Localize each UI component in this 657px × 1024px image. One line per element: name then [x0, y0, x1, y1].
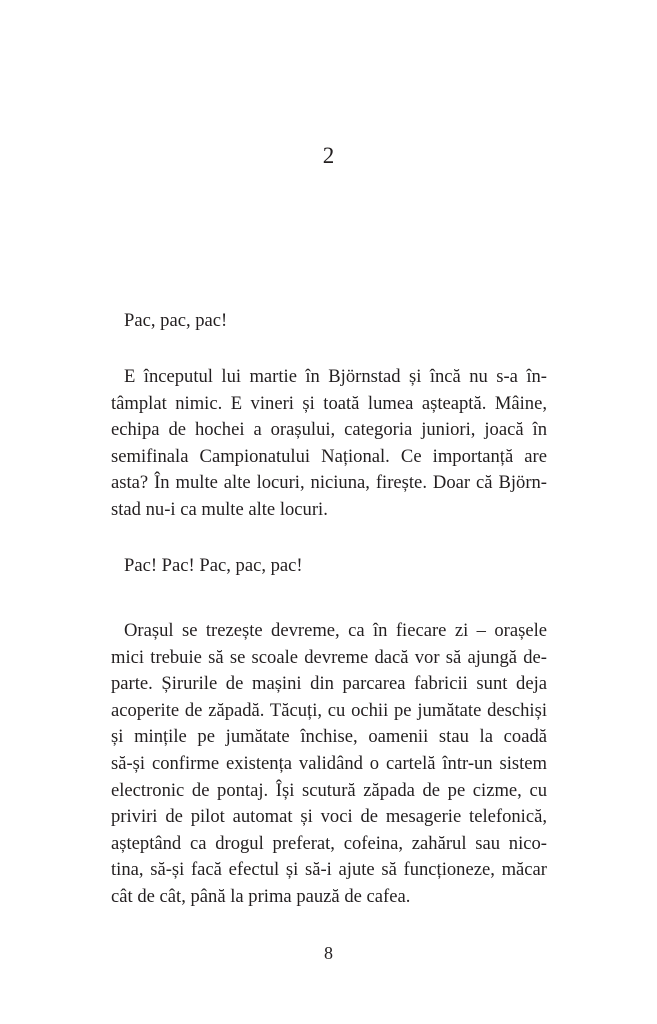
- text-line: semifinala Campionatului Național. Ce importanță are: [111, 445, 547, 467]
- paragraph-1: [111, 308, 547, 335]
- text-line: acoperite de zăpadă. Tăcuți, cu ochii pe jumătate deschiși: [111, 699, 547, 721]
- text-line: mici trebuie să se scoale devreme dacă vor să ajungă de-: [111, 646, 547, 668]
- page-number: 8: [324, 943, 333, 963]
- text-line: Orașul se trezește devreme, ca în fiecare zi – orașele: [124, 620, 547, 641]
- text-line: tâmplat nimic. E vineri și toată lumea așteaptă. Mâine,: [111, 392, 547, 414]
- text-line: priviri de pilot automat și voci de mesagerie telefonică,: [111, 806, 547, 828]
- text-line: așteptând ca drogul preferat, cofeina, zahărul sau nico-: [111, 832, 547, 854]
- text-line: E începutul lui martie în Björnstad și încă nu s-a în-: [124, 366, 547, 387]
- text-line: și mințile pe jumătate închise, oamenii stau la coadă: [111, 726, 547, 748]
- paragraph-2: [111, 364, 547, 524]
- paragraph-3: [111, 553, 547, 580]
- text-line: tina, să-și facă efectul și să-i ajute să funcționeze, măcar: [111, 859, 547, 881]
- text-line: Pac! Pac! Pac, pac, pac!: [124, 555, 303, 576]
- chapter-number: 2: [322, 143, 335, 168]
- text-line: parte. Șirurile de mașini din parcarea fabricii sunt deja: [111, 673, 547, 695]
- text-line: echipa de hochei a orașului, categoria juniori, joacă în: [111, 419, 547, 441]
- text-line: stad nu-i ca multe alte locuri.: [111, 498, 328, 520]
- paragraph-4: [111, 618, 547, 911]
- text-line: să-și confirme existența validând o cartelă într-un sistem: [111, 752, 547, 774]
- text-line: Pac, pac, pac!: [124, 310, 228, 331]
- text-line: electronic de pontaj. Își scutură zăpada de pe cizme, cu: [111, 779, 547, 801]
- text-line: asta? În multe alte locuri, niciuna, firește. Doar că Björn-: [111, 472, 547, 494]
- text-line: cât de cât, până la prima pauză de cafea.: [111, 885, 411, 907]
